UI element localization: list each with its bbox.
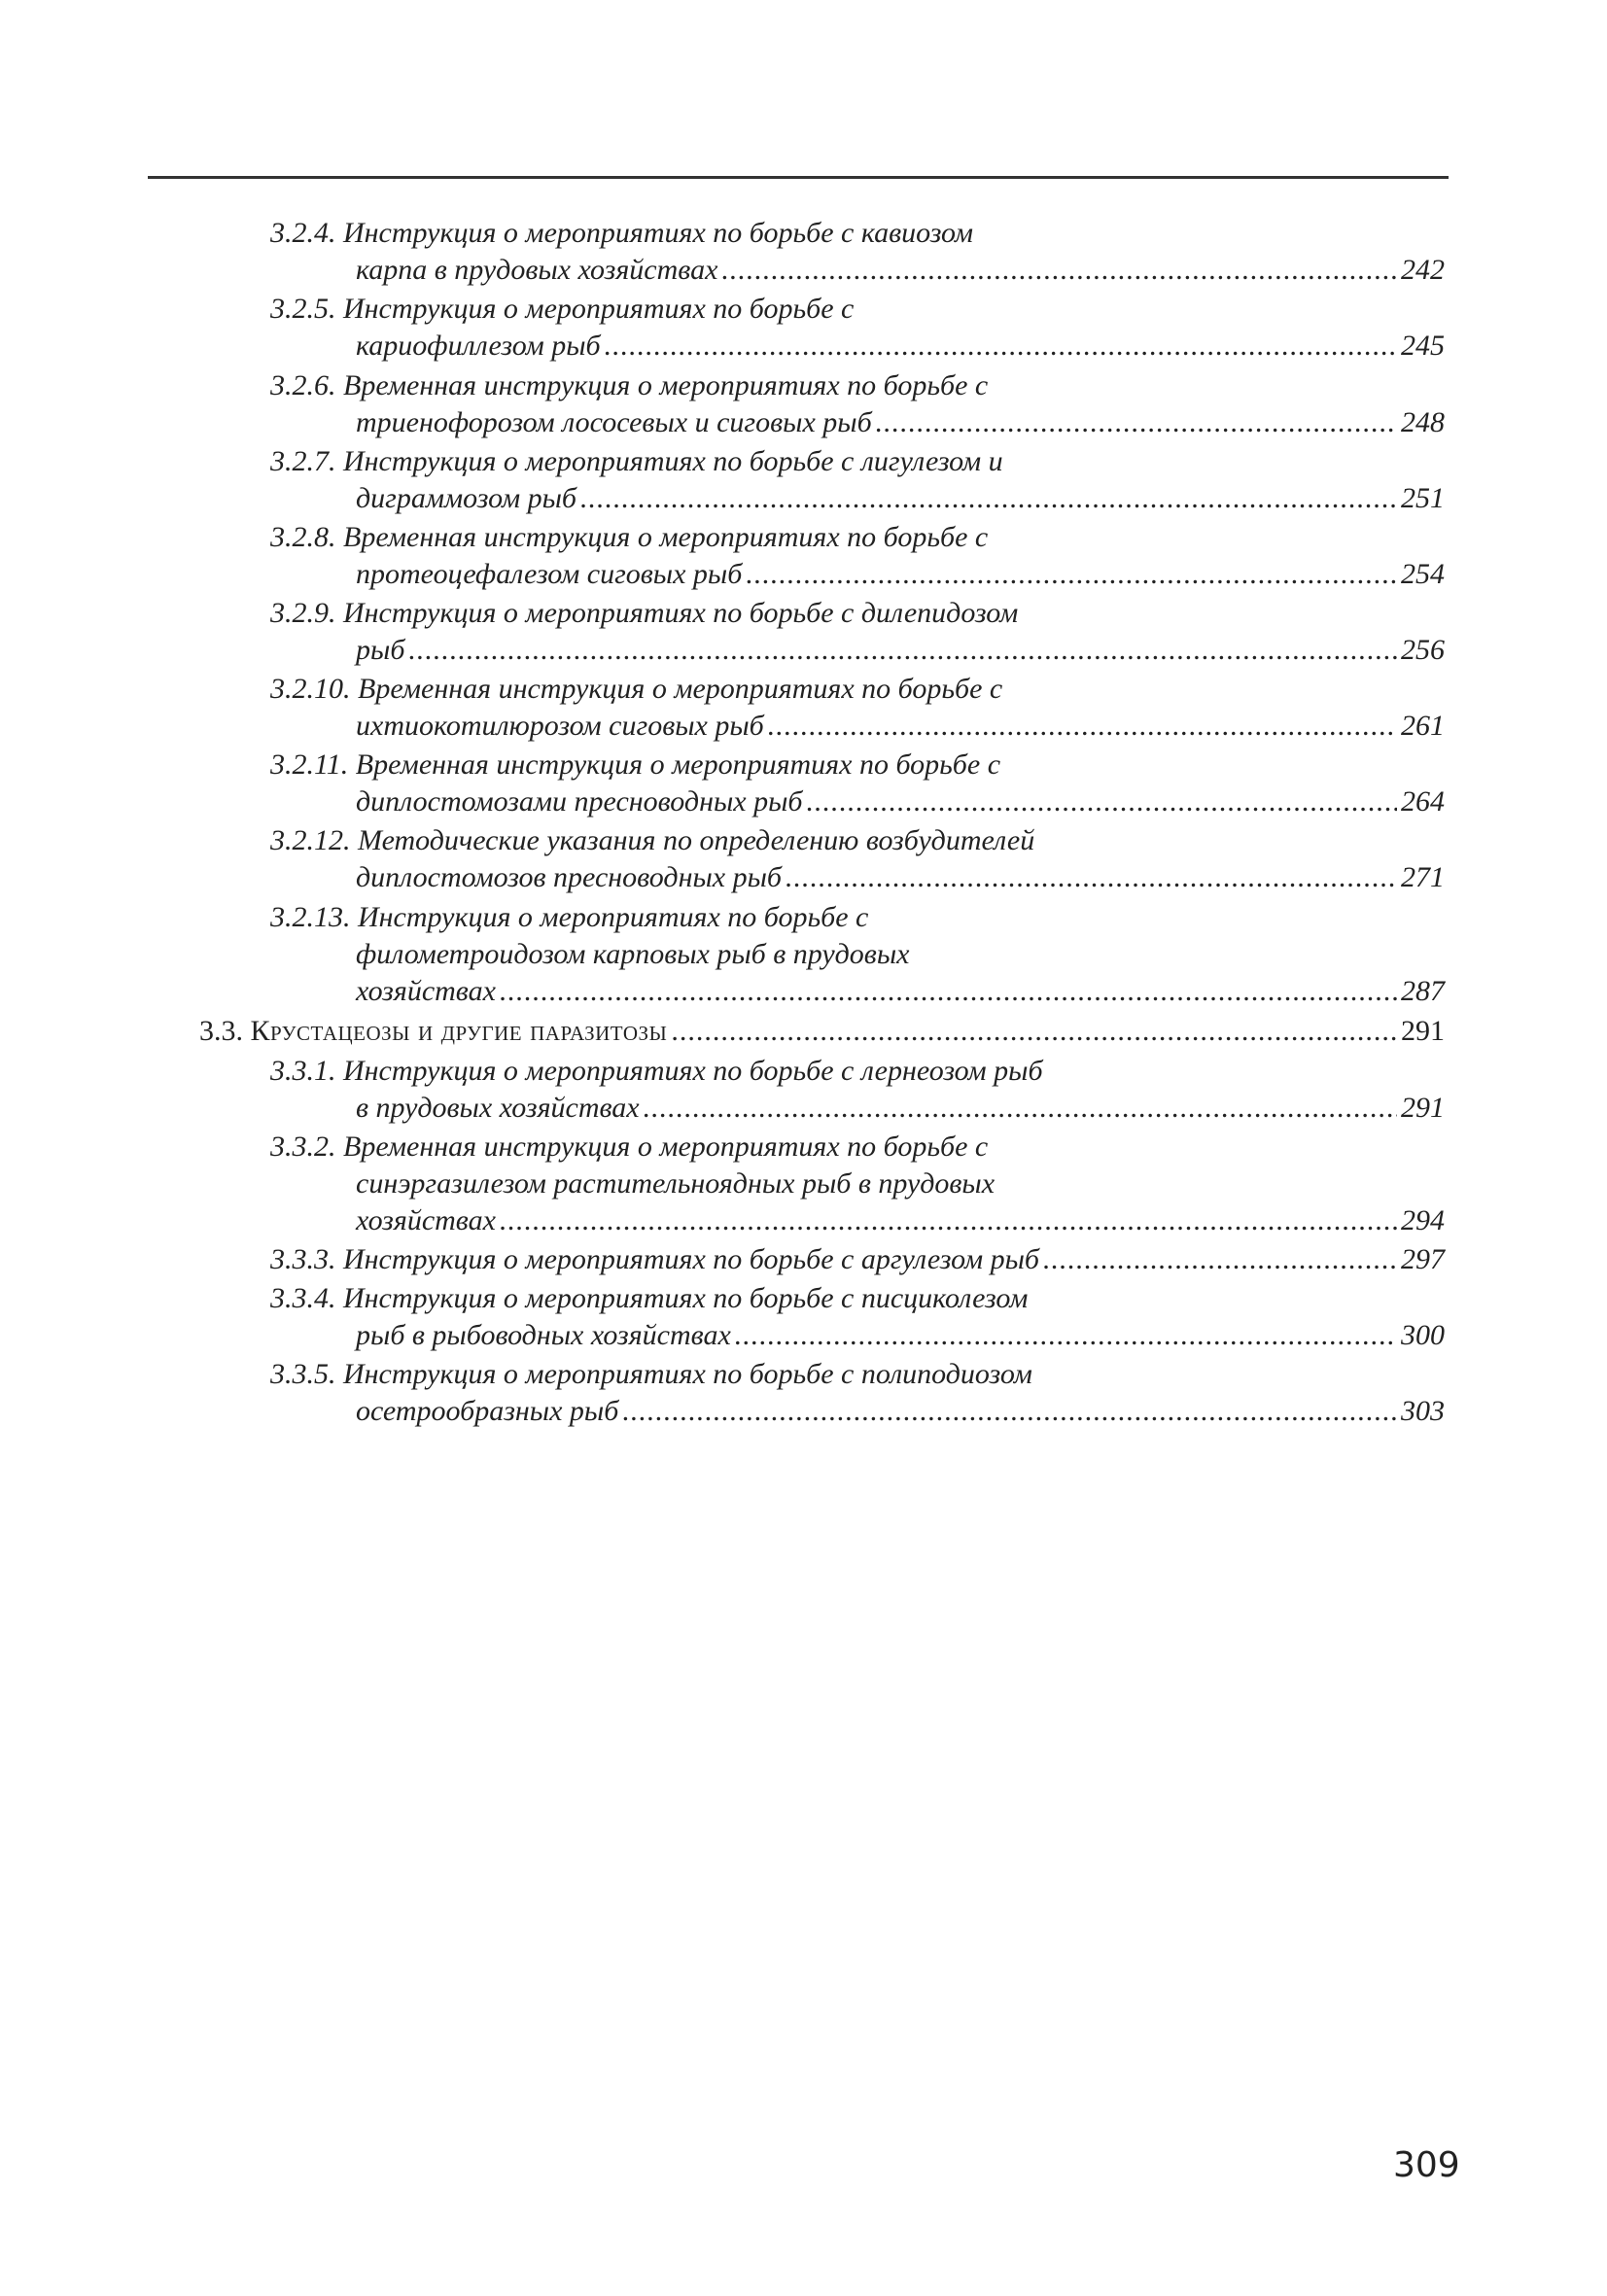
- toc-entry-last-line: [270, 859, 1445, 896]
- toc-entry-first-line: [270, 595, 1445, 632]
- toc-entry: [270, 822, 1445, 896]
- toc-entry-last-line: [270, 1393, 1445, 1430]
- toc-entry-title-end: диплостомозами пресноводных рыб: [356, 785, 803, 818]
- toc-entry-last-line: [270, 1241, 1445, 1278]
- toc-entry-first-line: [270, 519, 1445, 556]
- toc-entry-title: Инструкция о мероприятиях по борьбе с писциколезом: [343, 1282, 1029, 1314]
- toc-entry: [270, 1356, 1445, 1430]
- toc-entry: [270, 1280, 1445, 1354]
- toc-entry-title: Инструкция о мероприятиях по борьбе с дилепидозом: [343, 597, 1019, 629]
- dot-leader: [807, 783, 1397, 820]
- toc-entry-title: Временная инструкция о мероприятиях по борьбе с: [358, 673, 1003, 705]
- toc-entry-number: 3.2.9.: [270, 597, 336, 629]
- toc-entry-title: Временная инструкция о мероприятиях по борьбе с: [343, 521, 989, 553]
- dot-leader: [721, 252, 1397, 289]
- dot-leader: [735, 1317, 1397, 1354]
- toc-entry-number: 3.3.3.: [270, 1243, 336, 1275]
- toc-entry-last-line: [270, 783, 1445, 820]
- toc-entry-page: 245: [1401, 330, 1445, 362]
- toc-entry-title: Инструкция о мероприятиях по борьбе с полиподиозом: [343, 1358, 1032, 1390]
- toc-entry-title: Инструкция о мероприятиях по борьбе с аргулезом рыб: [343, 1243, 1040, 1275]
- toc-entry-number: 3.3.4.: [270, 1282, 336, 1314]
- toc-entry-number: 3.2.10.: [270, 673, 351, 705]
- toc-entry-middle-line: синэргазилезом растительноядных рыб в прудовых: [356, 1167, 996, 1200]
- toc-entry-last-line: [270, 632, 1445, 669]
- toc-entry-number: 3.2.6.: [270, 369, 336, 401]
- toc-entry: [270, 1129, 1445, 1239]
- toc-entry: [270, 899, 1445, 1010]
- toc-entry-last-line: [270, 480, 1445, 517]
- toc-entry-title: Методические указания по определению возбудителей: [358, 824, 1035, 856]
- toc-entry-title-end: в прудовых хозяйствах: [356, 1092, 640, 1124]
- toc-entry: [270, 671, 1445, 745]
- toc-section-page: 291: [1401, 1015, 1445, 1047]
- toc-entry: [270, 595, 1445, 669]
- dot-leader: [671, 1013, 1397, 1050]
- toc-entry-first-line: [270, 1129, 1445, 1165]
- toc-entry-number: 3.2.11.: [270, 748, 349, 781]
- toc-entry-title: Инструкция о мероприятиях по борьбе с: [358, 901, 869, 933]
- toc-entry-number: 3.2.4.: [270, 217, 336, 249]
- dot-leader: [876, 404, 1397, 441]
- toc-entry-title: Инструкция о мероприятиях по борьбе с лернеозом рыб: [343, 1055, 1043, 1087]
- dot-leader: [768, 708, 1397, 745]
- toc-entry-last-line: [270, 556, 1445, 593]
- toc-entry-last-line: [270, 404, 1445, 441]
- toc-entry-last-line: [270, 1317, 1445, 1354]
- toc-entry-number: 3.2.8.: [270, 521, 336, 553]
- dot-leader: [644, 1090, 1397, 1127]
- toc-entry-title: Временная инструкция о мероприятиях по борьбе с: [343, 369, 989, 401]
- header-rule: [148, 176, 1449, 179]
- toc-entry-page: 297: [1401, 1243, 1445, 1275]
- toc-entry: [270, 367, 1445, 441]
- toc-entry-last-line: [270, 252, 1445, 289]
- toc-entry-page: 261: [1401, 710, 1445, 742]
- toc-entry-page: 251: [1401, 482, 1445, 514]
- dot-leader: [605, 328, 1397, 365]
- toc-entry-title: Инструкция о мероприятиях по борьбе с: [343, 293, 855, 325]
- toc-entry-title-end: карпа в прудовых хозяйствах: [356, 254, 718, 286]
- toc-entry: [270, 215, 1445, 289]
- toc-entry: [270, 443, 1445, 517]
- toc-entry-number: 3.3.5.: [270, 1358, 336, 1390]
- toc-section-number: 3.3.: [199, 1015, 243, 1047]
- toc-entry-first-line: [270, 822, 1445, 859]
- toc-entry-first-line: [270, 291, 1445, 328]
- toc-entry-title-end: хозяйствах: [356, 1204, 496, 1236]
- toc-entry-title: Инструкция о мероприятиях по борьбе с кавиозом: [343, 217, 974, 249]
- toc-entry-number: 3.2.5.: [270, 293, 336, 325]
- toc-entry-first-line: [270, 671, 1445, 708]
- toc-entry-first-line: [270, 367, 1445, 404]
- toc-entry-last-line: [270, 328, 1445, 365]
- toc-entry: [270, 1053, 1445, 1127]
- toc-entry: [270, 1241, 1445, 1278]
- dot-leader: [746, 556, 1397, 593]
- toc-entry: [270, 747, 1445, 820]
- toc-entry-first-line: [270, 899, 1445, 936]
- dot-leader: [1043, 1241, 1397, 1278]
- toc-entry-first-line: [270, 1053, 1445, 1090]
- toc-entry-page: 248: [1401, 406, 1445, 438]
- toc-entry-page: 287: [1401, 975, 1445, 1007]
- toc-entry: [270, 291, 1445, 365]
- page-number: 309: [1393, 2145, 1460, 2185]
- toc-entry-page: 254: [1401, 558, 1445, 590]
- toc-entry-first-line: [270, 747, 1445, 783]
- toc-entry-first-line: [270, 1356, 1445, 1393]
- dot-leader: [786, 859, 1397, 896]
- toc-entry-number: 3.2.7.: [270, 445, 336, 477]
- toc-entry-title-end: рыб: [356, 634, 405, 666]
- toc-entry-page: 256: [1401, 634, 1445, 666]
- toc-entry-title-end: рыб в рыбоводных хозяйствах: [356, 1319, 731, 1351]
- toc-entry-first-line: [270, 1280, 1445, 1317]
- toc-section-heading: [199, 1013, 1445, 1050]
- toc-entry-title-end: диплостомозов пресноводных рыб: [356, 861, 782, 893]
- toc-entry-title-end: осетрообразных рыб: [356, 1395, 619, 1427]
- toc-entry-page: 303: [1401, 1395, 1445, 1427]
- toc-entry-page: 271: [1401, 861, 1445, 893]
- toc-entry-last-line: [270, 708, 1445, 745]
- toc-entry-title-end: хозяйствах: [356, 975, 496, 1007]
- dot-leader: [622, 1393, 1397, 1430]
- toc-entry-number: 3.2.12.: [270, 824, 351, 856]
- toc-entry-page: 264: [1401, 785, 1445, 818]
- toc-entry-last-line: [270, 973, 1445, 1010]
- toc-entry-page: 294: [1401, 1204, 1445, 1236]
- toc-entry-title-end: ихтиокотилюрозом сиговых рыб: [356, 710, 764, 742]
- dot-leader: [500, 1202, 1397, 1239]
- dot-leader: [500, 973, 1397, 1010]
- toc-entry-number: 3.3.2.: [270, 1131, 336, 1163]
- toc-entry-page: 291: [1401, 1092, 1445, 1124]
- toc-entry-number: 3.3.1.: [270, 1055, 336, 1087]
- toc-entry: [270, 519, 1445, 593]
- toc-entry-title-end: кариофиллезом рыб: [356, 330, 601, 362]
- toc-entry-title: Временная инструкция о мероприятиях по борьбе с: [343, 1131, 989, 1163]
- toc-entry-first-line: [270, 443, 1445, 480]
- toc-entry-title-end: триенофорозом лососевых и сиговых рыб: [356, 406, 872, 438]
- toc-entry-title: Инструкция о мероприятиях по борьбе с лигулезом и: [343, 445, 1003, 477]
- toc-section-line: [199, 1013, 1445, 1050]
- toc-entry-last-line: [270, 1090, 1445, 1127]
- toc-entry-page: 300: [1401, 1319, 1445, 1351]
- toc-entry-title-end: протеоцефалезом сиговых рыб: [356, 558, 743, 590]
- toc-entry-middle-line: филометроидозом карповых рыб в прудовых: [356, 938, 910, 970]
- toc-section-title: Крустацеозы и другие паразитозы: [250, 1015, 668, 1047]
- dot-leader: [408, 632, 1397, 669]
- dot-leader: [580, 480, 1397, 517]
- toc-entry-title-end: диграммозом рыб: [356, 482, 576, 514]
- toc-entry-page: 242: [1401, 254, 1445, 286]
- toc-entry-first-line: [270, 215, 1445, 252]
- toc-entry-title: Временная инструкция о мероприятиях по борьбе с: [355, 748, 1001, 781]
- toc-entry-last-line: [270, 1202, 1445, 1239]
- toc-entry-number: 3.2.13.: [270, 901, 351, 933]
